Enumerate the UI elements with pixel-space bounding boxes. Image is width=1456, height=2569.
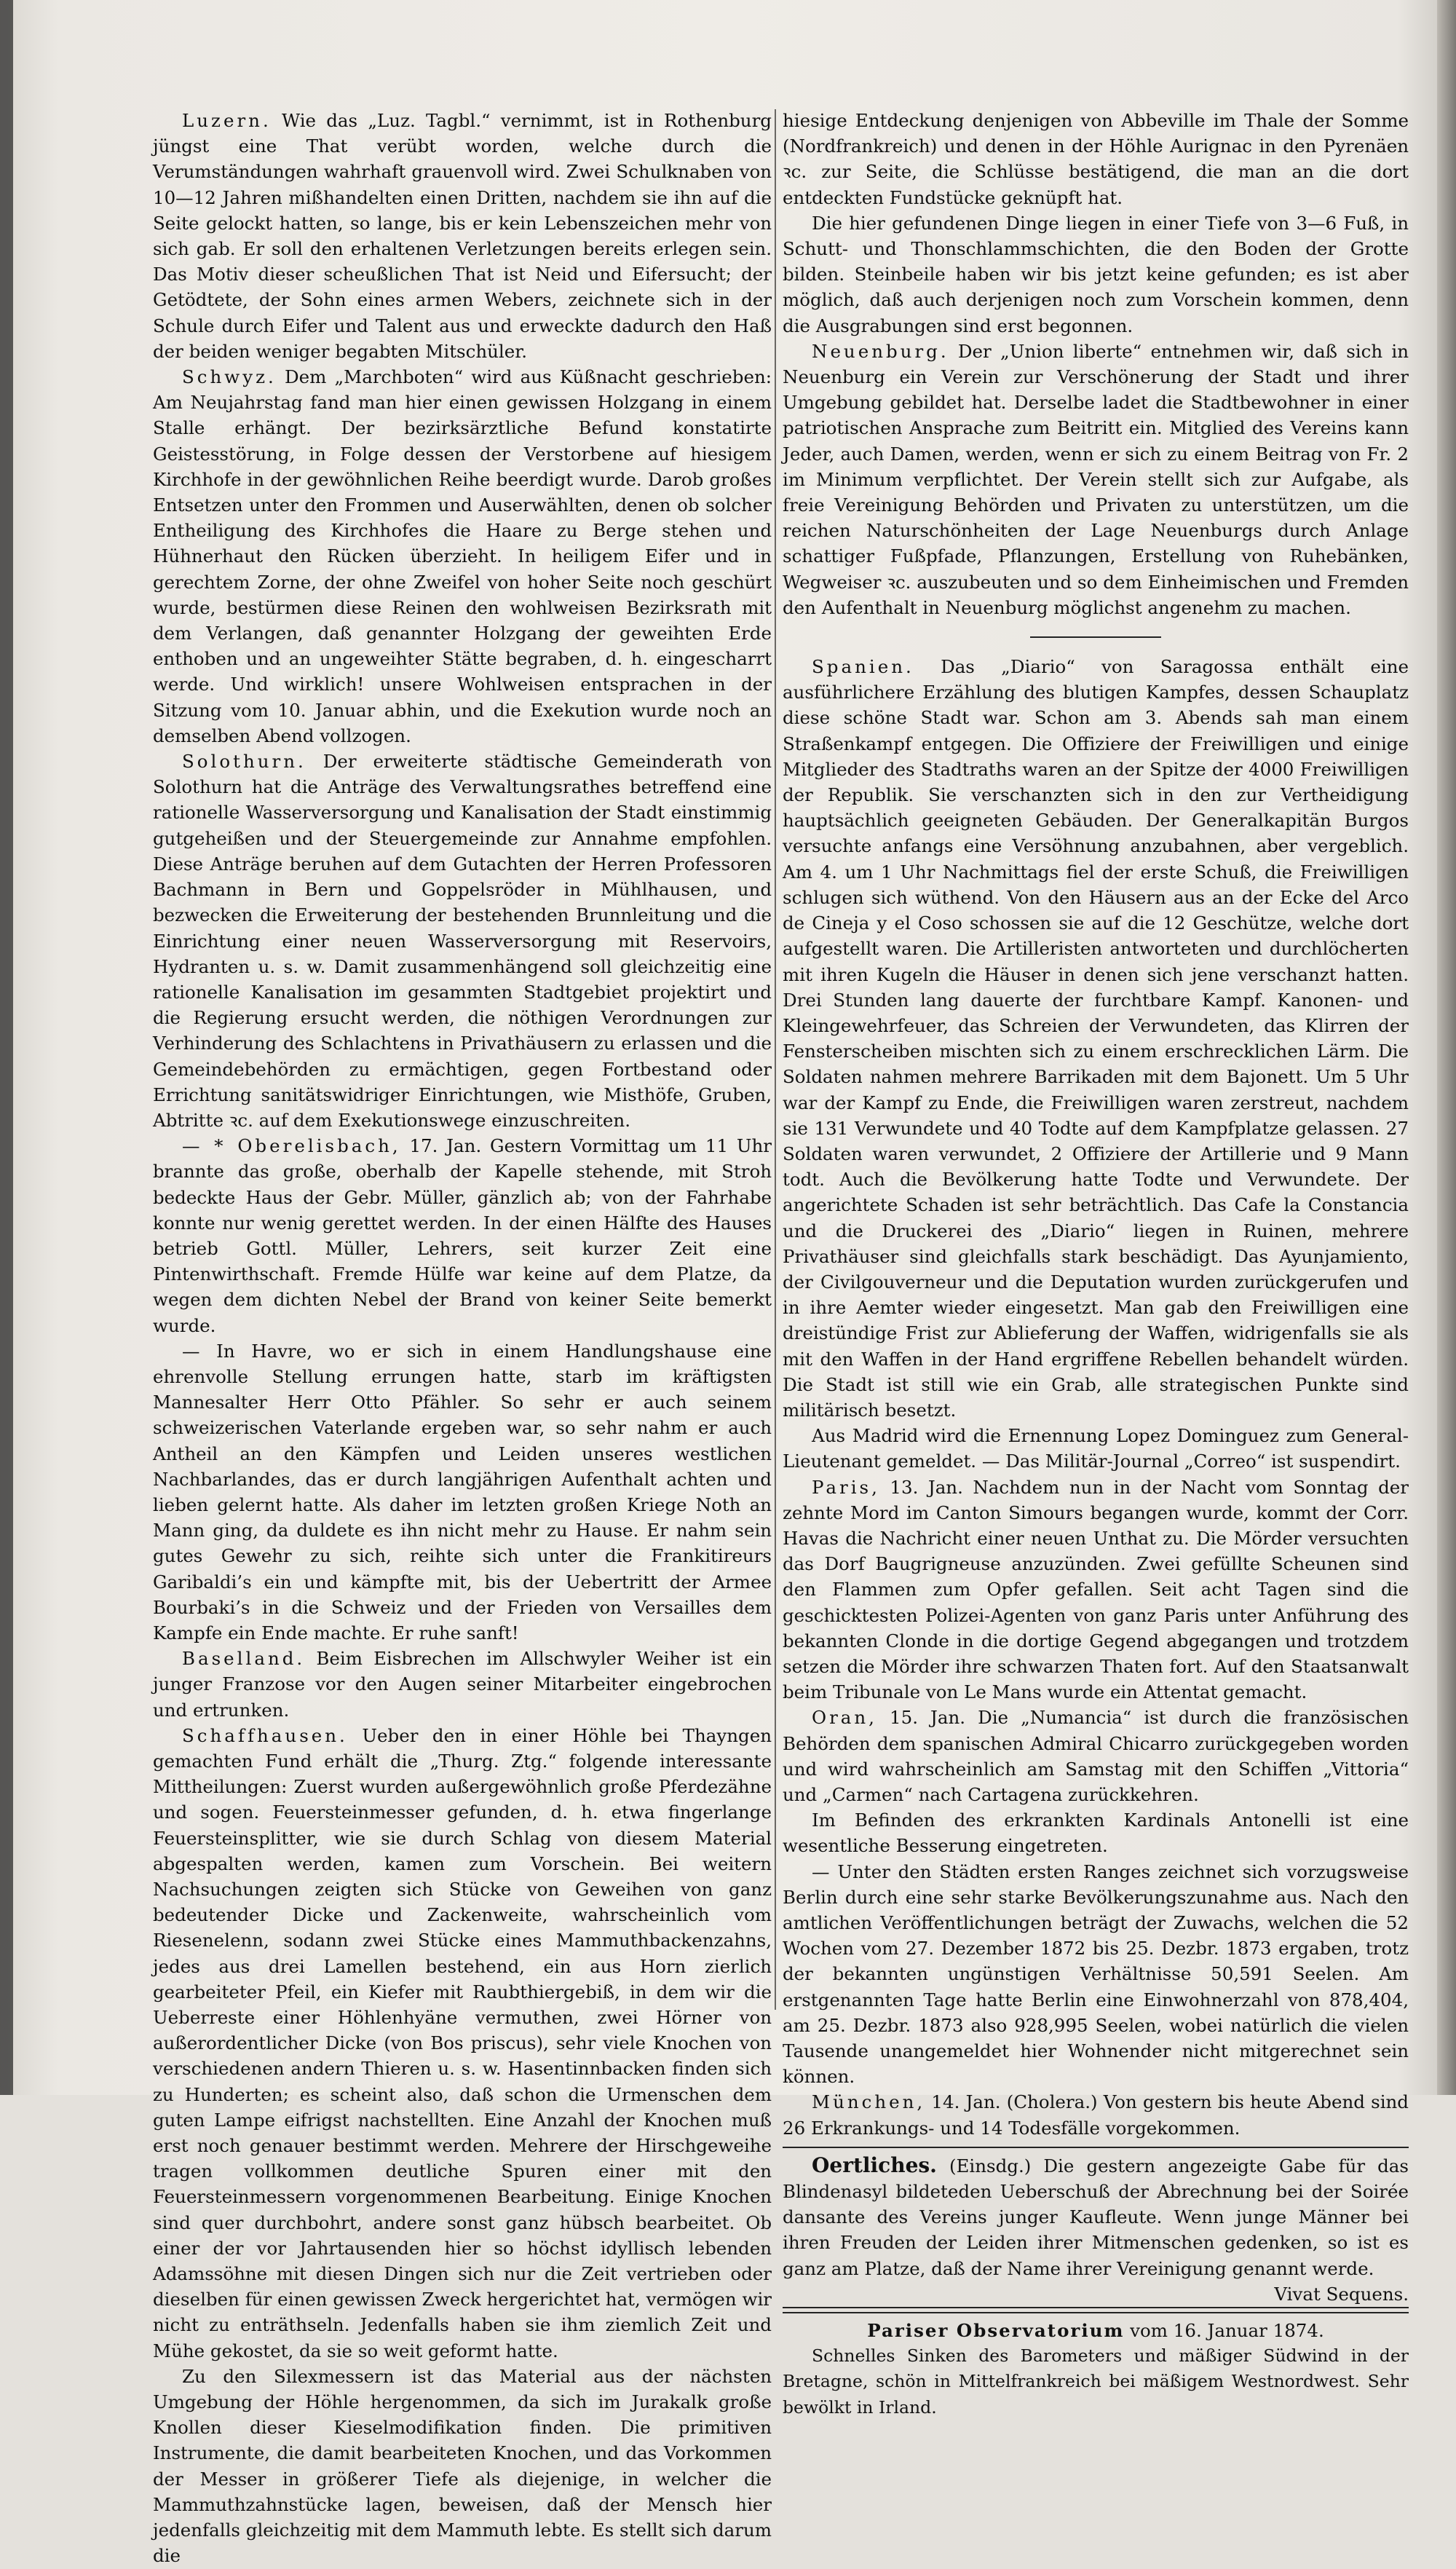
- dateline: Luzern.: [182, 110, 272, 131]
- section-rule-double: [783, 2307, 1409, 2313]
- dateline: München,: [812, 2091, 926, 2113]
- observatory-report: Schnelles Sinken des Barometers und mäßiger Südwind in der Bretagne, schön in Mittelfrankreich bei mäßigem Westnordwest. Sehr bewölkt in Irland.: [783, 2345, 1409, 2418]
- dateline: Solothurn.: [182, 751, 306, 773]
- signature: Vivat Sequens.: [1274, 2283, 1409, 2305]
- article-berlin: [783, 1859, 1409, 2090]
- article-text: Wie das „Luz. Tagbl.“ vernimmt, ist in Rothenburg jüngst eine That verübt worden, welche durch die Verumständungen wahrhaft grauenvoll wird. Zwei Schulknaben von 10—12 Jahren mißhandelten einen Dritten, nachdem sie ihn auf die Seite gelockt hatten, so lange, bis er kein Lebenszeichen mehr von sich gab. Er soll den erhaltenen Verletzungen bereits erlegen sein. Das Motiv dieser scheußlichen That ist Neid und Eifersucht; der Getödtete, der Sohn eines armen Webers, zeichnete sich in der Schule durch Eifer und Talent aus und erweckte dadurch den Haß der beiden weniger begabten Mitschüler.: [153, 110, 772, 362]
- article-text: 14. Jan. (Cholera.) Von gestern bis heute Abend sind 26 Erkrankungs- und 14 Todesfälle vorgekommen.: [783, 2091, 1409, 2139]
- scan-edge-left: [0, 0, 13, 2095]
- article-text: 15. Jan. Die „Numancia“ ist durch die französischen Behörden dem spanischen Admiral Chicarro zurückgegeben worden und wird wahrscheinlich am Samstag mit den Schiffen „Vittoria“ und „Carmen“ nach Cartagena zurückkehren.: [783, 1707, 1409, 1805]
- article-spanien: [783, 654, 1409, 1423]
- dateline: Schaffhausen.: [182, 1724, 348, 1746]
- article-text: — Unter den Städten ersten Ranges zeichnet sich vorzugsweise Berlin durch eine sehr starke Bevölkerungszunahme aus. Nach den amtlichen Veröffentlichungen beträgt der Zuwachs, welchen die 52 Wochen vom 27. Dezember 1872 bis 25. Dezbr. 1873 ergaben, trotz der bekannten ungünstigen Verhältnisse 50,591 Seelen. Am erstgenannten Tage hatte Berlin eine Einwohnerzahl von 878,404, am 25. Dezbr. 1873 also 928,995 Seelen, wobei natürlich die vielen Tausende unangemeldet hier Wohnender nicht mitgerechnet sein können.: [783, 1860, 1409, 2088]
- section-heading: Oertliches.: [812, 2152, 937, 2177]
- article-text: Der erweiterte städtische Gemeinderath von Solothurn hat die Anträge des Verwaltungsrathes betreffend eine rationelle Wasserversorgung und Kanalisation der Stadt einstimmig gutgeheißen und der Steuergemeinde zur Annahme empfohlen. Diese Anträge beruhen auf dem Gutachten der Herren Professoren Bachmann in Bern und Goppelsröder in Mühlhausen, und bezwecken die Erweiterung der bestehenden Brunnleitung und die Einrichtung einer neuen Wasserversorgung mit Reservoirs, Hydranten u. s. w. Damit zusammenhängend soll gleichzeitig eine rationelle Kanalisation im gesammten Stadtgebiet projektirt und die Regierung ersucht werden, die nöthigen Verordnungen zur Verhinderung des Schlachtens in Privathäusern zu erlassen und die Gemeindebehörden zu ermächtigen, gegen Fortbestand oder Errichtung sanitätswidriger Einrichtungen, wie Misthöfe, Gruben, Abtritte ꝛc. auf dem Exekutionswege einzuschreiten.: [153, 751, 772, 1131]
- article-text: Der „Union liberte“ entnehmen wir, daß sich in Neuenburg ein Verein zur Verschönerung der Stadt und ihrer Umgebung gebildet hat. Derselbe ladet die Stadtbewohner in einer patriotischen Ansprache zum Beitritt ein. Mitglied des Vereins kann Jeder, auch Damen, werden, wenn er sich zu einem Beitrag von Fr. 2 im Minimum verpflichtet. Der Verein stellt sich zur Aufgabe, als freie Vereinigung Behörden und Privaten zu unterstützen, um die reichen Naturschönheiten der Lage Neuenburgs durch Anlage schattiger Fußpfade, Pflanzungen, Erstellung von Ruhebänken, Wegweiser ꝛc. auszubeuten und so dem Einheimischen und Fremden den Aufenthalt in Neuenburg möglichst angenehm zu machen.: [783, 340, 1409, 618]
- dateline: Paris,: [812, 1476, 880, 1498]
- dateline: Neuenburg.: [812, 340, 949, 362]
- article-oran: [783, 1705, 1409, 1807]
- article-solothurn: [153, 749, 772, 1133]
- article-schaffhausen-end: [783, 108, 1409, 210]
- article-text: Beim Eisbrechen im Allschwyler Weiher ist ein junger Franzose vor den Augen seiner Mitarbeiter eingebrochen und ertrunken.: [153, 1648, 772, 1721]
- article-text: Die hier gefundenen Dinge liegen in einer Tiefe von 3—6 Fuß, in Schutt- und Thonschlammschichten, die den Boden der Grotte bilden. Steinbeile haben wir bis jetzt keine gefunden; es ist aber möglich, daß auch derjenigen noch zum Vorschein kommen, denn die Ausgrabungen sind erst begonnen.: [783, 212, 1409, 336]
- article-text: Zu den Silexmessern ist das Material aus der nächsten Umgebung der Höhle hergenommen, da sich im Jurakalk große Knollen dieser Kieselmodifikation finden. Die primitiven Instrumente, die damit bearbeiteten Knochen, und das Vorkommen der Messer in größerer Tiefe als diejenige, in welcher die Mammuthzahnstücke lagen, beweisen, daß der Mensch hier jedenfalls gleichzeitig mit dem Mammuth lebte. Es stellt sich darum die: [153, 2365, 772, 2567]
- article-havre: [153, 1338, 772, 1646]
- dateline: Baselland.: [182, 1648, 306, 1670]
- scan-edge-right: [1437, 0, 1456, 2095]
- article-oertliches: [783, 2152, 1409, 2305]
- article-text: 13. Jan. Nachdem nun in der Nacht vom Sonntag der zehnte Mord im Canton Simours begangen wurde, kommt der Corr. Havas die Nachricht einer neuen Unthat zu. Die Mörder versuchten das Dorf Baugrigneuse anzuzünden. Zwei gefüllte Scheunen sind den Flammen zum Opfer gefallen. Seit acht Tagen sind die geschicktesten Polizei-Agenten von ganz Paris unter Anführung des bekannten Clonde in die dortige Gegend abgegangen und trotzdem setzen die Mörder ihre schwarzen Thaten fort. Auf den Staatsanwalt beim Tribunale von Le Mans wurde ein Attentat gemacht.: [783, 1476, 1409, 1703]
- dateline: Oran,: [812, 1707, 877, 1729]
- article-madrid: [783, 1423, 1409, 1474]
- article-schwyz: [153, 364, 772, 749]
- article-muenchen: [783, 2089, 1409, 2140]
- article-text: Ueber den in einer Höhle bei Thayngen gemachten Fund erhält die „Thurg. Ztg.“ folgende interessante Mittheilungen: Zuerst wurden außergewöhnlich große Pferdezähne und sogen. Feuersteinmesser gefunden, d. h. etwa fingerlange Feuersteinsplitter, wie sie durch Schlag von diesem Material abgespalten werden, kamen zum Vorschein. Bei weitern Nachsuchungen zeigten sich Stücke von Geweihen von ganz bedeutender Dicke und Zackenweite, wahrscheinlich vom Riesenelenn, sodann zwei Stücke eines Mammuthbackenzahns, jedes aus drei Lamellen bestehend, ein aus Horn zierlich gearbeiteter Pfeil, ein Kiefer mit Raubthiergebiß, in dem wir die Ueberreste einer Höhlenhyäne vermuthen, zwei Hörner von außerordentlicher Dicke (von Bos priscus), sehr viele Knochen von verschiedenen andern Thieren u. s. w. Hasentinnbacken finden sich zu Hunderten; es scheint also, daß schon die Urmenschen dem guten Lampe eifrigst nachstellten. Eine Anzahl der Knochen muß erst noch genauer bestimmt werden. Mehrere der Hirschgeweihe tragen vollkommen deutliche Spuren einer mit den Feuersteinmessern vorgenommenen Bearbeitung. Einige Knochen sind quer durchbohrt, andere sonst ganz hübsch bearbeitet. Ob einer der vor Jahrtausenden hier so höchst idyllisch lebenden Adamssöhne mit diesen Dingen sich nur die Zeit vertrieben oder dieselben für einen gewissen Zweck hergerichtet hat, vermögen wir nicht zu enträthseln. Jedenfalls haben sie ihm ziemlich Zeit und Mühe gekostet, da sie so weit geformt hatte.: [153, 1724, 772, 2361]
- article-luzern: [153, 108, 772, 364]
- article-text: 17. Jan. Gestern Vormittag um 11 Uhr brannte das große, oberhalb der Kapelle stehende, mit Stroh bedeckte Haus der Gebr. Müller, gänzlich ab; von der Fahrhabe konnte nur wenig gerettet werden. In der einen Hälfte des Hauses betrieb Gottl. Müller, Lehrers, seit kurzer Zeit eine Pintenwirthschaft. Fremde Hülfe war keine auf dem Platze, da wegen dem dichten Nebel der Brand von keiner Seite bemerkt wurde.: [153, 1135, 772, 1336]
- observatory-heading: [783, 2318, 1409, 2343]
- section-rule: [783, 2147, 1409, 2148]
- article-text: hiesige Entdeckung denjenigen von Abbeville im Thale der Somme (Nordfrankreich) und denen in der Höhle Aurignac in den Pyrenäen ꝛc. zur Seite, die Schlüsse bestätigend, die man an die dort entdeckten Fundstücke geknüpft hat.: [783, 110, 1409, 208]
- right-column: [783, 108, 1409, 2420]
- dateline: — * Oberelisbach,: [182, 1135, 401, 1157]
- article-paris: [783, 1475, 1409, 1705]
- article-text: Dem „Marchboten“ wird aus Küßnacht geschrieben: Am Neujahrstag fand man hier einen gewissen Holzgang in einem Stalle erhängt. Der bezirksärztliche Befund konstatirte Geistesstörung, in Folge dessen der Verstorbene auf hiesigem Kirchhofe in der gewöhnlichen Reihe beerdigt wurde. Darob großes Entsetzen unter den Frommen und Auserwählten, denen ob solcher Entheiligung des Kirchhofes die Haare zu Berge stehen und Hühnerhaut den Rücken überzieht. In heiligem Eifer und in gerechtem Zorne, der ohne Zweifel von hoher Seite noch geschürt wurde, bestürmen diese Reinen den wohlweisen Bezirksrath mit dem Verlangen, daß genannter Holzgang der geweihten Erde enthoben und an ungeweihter Stätte begraben, d. h. eingescharrt werde. Und wirklich! unsere Wohlweisen entsprachen in der Sitzung vom 10. Januar abhin, und die Exekution wurde noch an demselben Abend vollzogen.: [153, 366, 772, 746]
- article-neuenburg: [783, 339, 1409, 620]
- dateline: Spanien.: [812, 656, 914, 678]
- article-baselland: [153, 1646, 772, 1723]
- article-oberelisbach: [153, 1133, 772, 1338]
- article-schaffhausen-cont: [153, 2364, 772, 2569]
- dateline: Schwyz.: [182, 366, 277, 388]
- article-text: (Einsdg.) Die gestern angezeigte Gabe für das Blindenasyl bildeteden Ueberschuß der Abrechnung bei der Soirée dansante des Vereins junger Kaufleute. Wenn junge Männer bei ihren Freuden der Leiden ihrer Mitmenschen gedenken, so ist es ganz am Platze, daß der Name ihrer Vereinigung genannt werde.: [783, 2155, 1409, 2279]
- article-text: Das „Diario“ von Saragossa enthält eine ausführlichere Erzählung des blutigen Kampfes, dessen Schauplatz diese schöne Stadt war. Schon am 3. Abends sah man einem Straßenkampf entgegen. Die Offiziere der Freiwilligen und einige Mitglieder des Stadtraths waren an der Spitze der 4000 Freiwilligen der Republik. Sie verschanzten sich in den zur Vertheidigung hauptsächlich geeigneten Gebäuden. Der Generalkapitän Burgos versuchte anfangs eine Versöhnung anzubahnen, aber vergeblich. Am 4. um 1 Uhr Nachmittags fiel der erste Schuß, die Freiwilligen schlugen sich wüthend. Von den Häusern aus an der Ecke del Arco de Cineja y el Coso schossen sie auf die 12 Geschütze, welche dort aufgestellt waren. Die Artilleristen antworteten und durchlöcherten mit ihren Kugeln die Häuser in denen sich jene verschanzt hatten. Drei Stunden lang dauerte der furchtbare Kampf. Kanonen- und Kleingewehrfeuer, das Schreien der Verwundeten, das Klirren der Fensterscheiben mischten sich zu einem erschrecklichen Lärm. Die Soldaten nahmen mehrere Barrikaden mit dem Bajonett. Um 5 Uhr war der Kampf zu Ende, die Freiwilligen waren zerstreut, nachdem sie 131 Verwundete und 40 Todte auf dem Kampfplatze gelassen. 27 Soldaten waren verwundet, 2 Offiziere der Artillerie und 9 Mann todt. Auch die Bevölkerung hatte Todte und Verwundete. Der angerichtete Schaden ist sehr beträchtlich. Das Cafe la Constancia und die Druckerei des „Diario“ liegen in Ruinen, mehrere Privathäuser sind gleichfalls stark beschädigt. Das Ayunjamiento, der Civilgouverneur und die Deputation wurden zurückgerufen und in ihre Aemter wieder eingesetzt. Man gab den Freiwilligen eine dreistündige Frist zur Ablieferung der Waffen, widrigenfalls sie als mit den Waffen in der Hand ergriffene Rebellen behandelt würden. Die Stadt ist still wie ein Grab, alle strategischen Punkte sind militärisch besetzt.: [783, 656, 1409, 1421]
- left-column: [153, 108, 772, 2569]
- article-text: Aus Madrid wird die Ernennung Lopez Dominguez zum General-Lieutenant gemeldet. — Das Militär-Journal „Correo“ ist suspendirt.: [783, 1425, 1409, 1472]
- article-text: Im Befinden des erkrankten Kardinals Antonelli ist eine wesentliche Besserung eingetreten.: [783, 1810, 1409, 1857]
- observatory-title: Pariser Observatorium: [867, 2320, 1125, 2342]
- article-schaffhausen: [153, 1723, 772, 2364]
- article-antonelli: [783, 1807, 1409, 1858]
- observatory-date: vom 16. Januar 1874.: [1130, 2320, 1324, 2342]
- column-divider: [775, 109, 776, 2010]
- article-text: — In Havre, wo er sich in einem Handlungshause eine ehrenvolle Stellung errungen hatte, starb im kräftigsten Mannesalter Herr Otto Pfähler. So sehr er auch seinem schweizerischen Vaterlande ergeben war, so sehr nahm er auch Antheil an den Kämpfen und Leiden unseres westlichen Nachbarlandes, das er durch langjährigen Aufenthalt achten und lieben gelernt hatte. Als daher im letzten großen Kriege Noth an Mann ging, da duldete es ihn nicht mehr zu Hause. Er nahm sein gutes Gewehr zu sich, reihte sich unter die Frankitireurs Garibaldi’s ein und kämpfte mit, bis der Uebertritt der Armee Bourbaki’s in die Schweiz und der Frieden von Versailles dem Kampfe ein Ende machte. Er ruhe sanft!: [153, 1340, 772, 1643]
- section-separator: [1030, 636, 1161, 638]
- article-findings: [783, 210, 1409, 339]
